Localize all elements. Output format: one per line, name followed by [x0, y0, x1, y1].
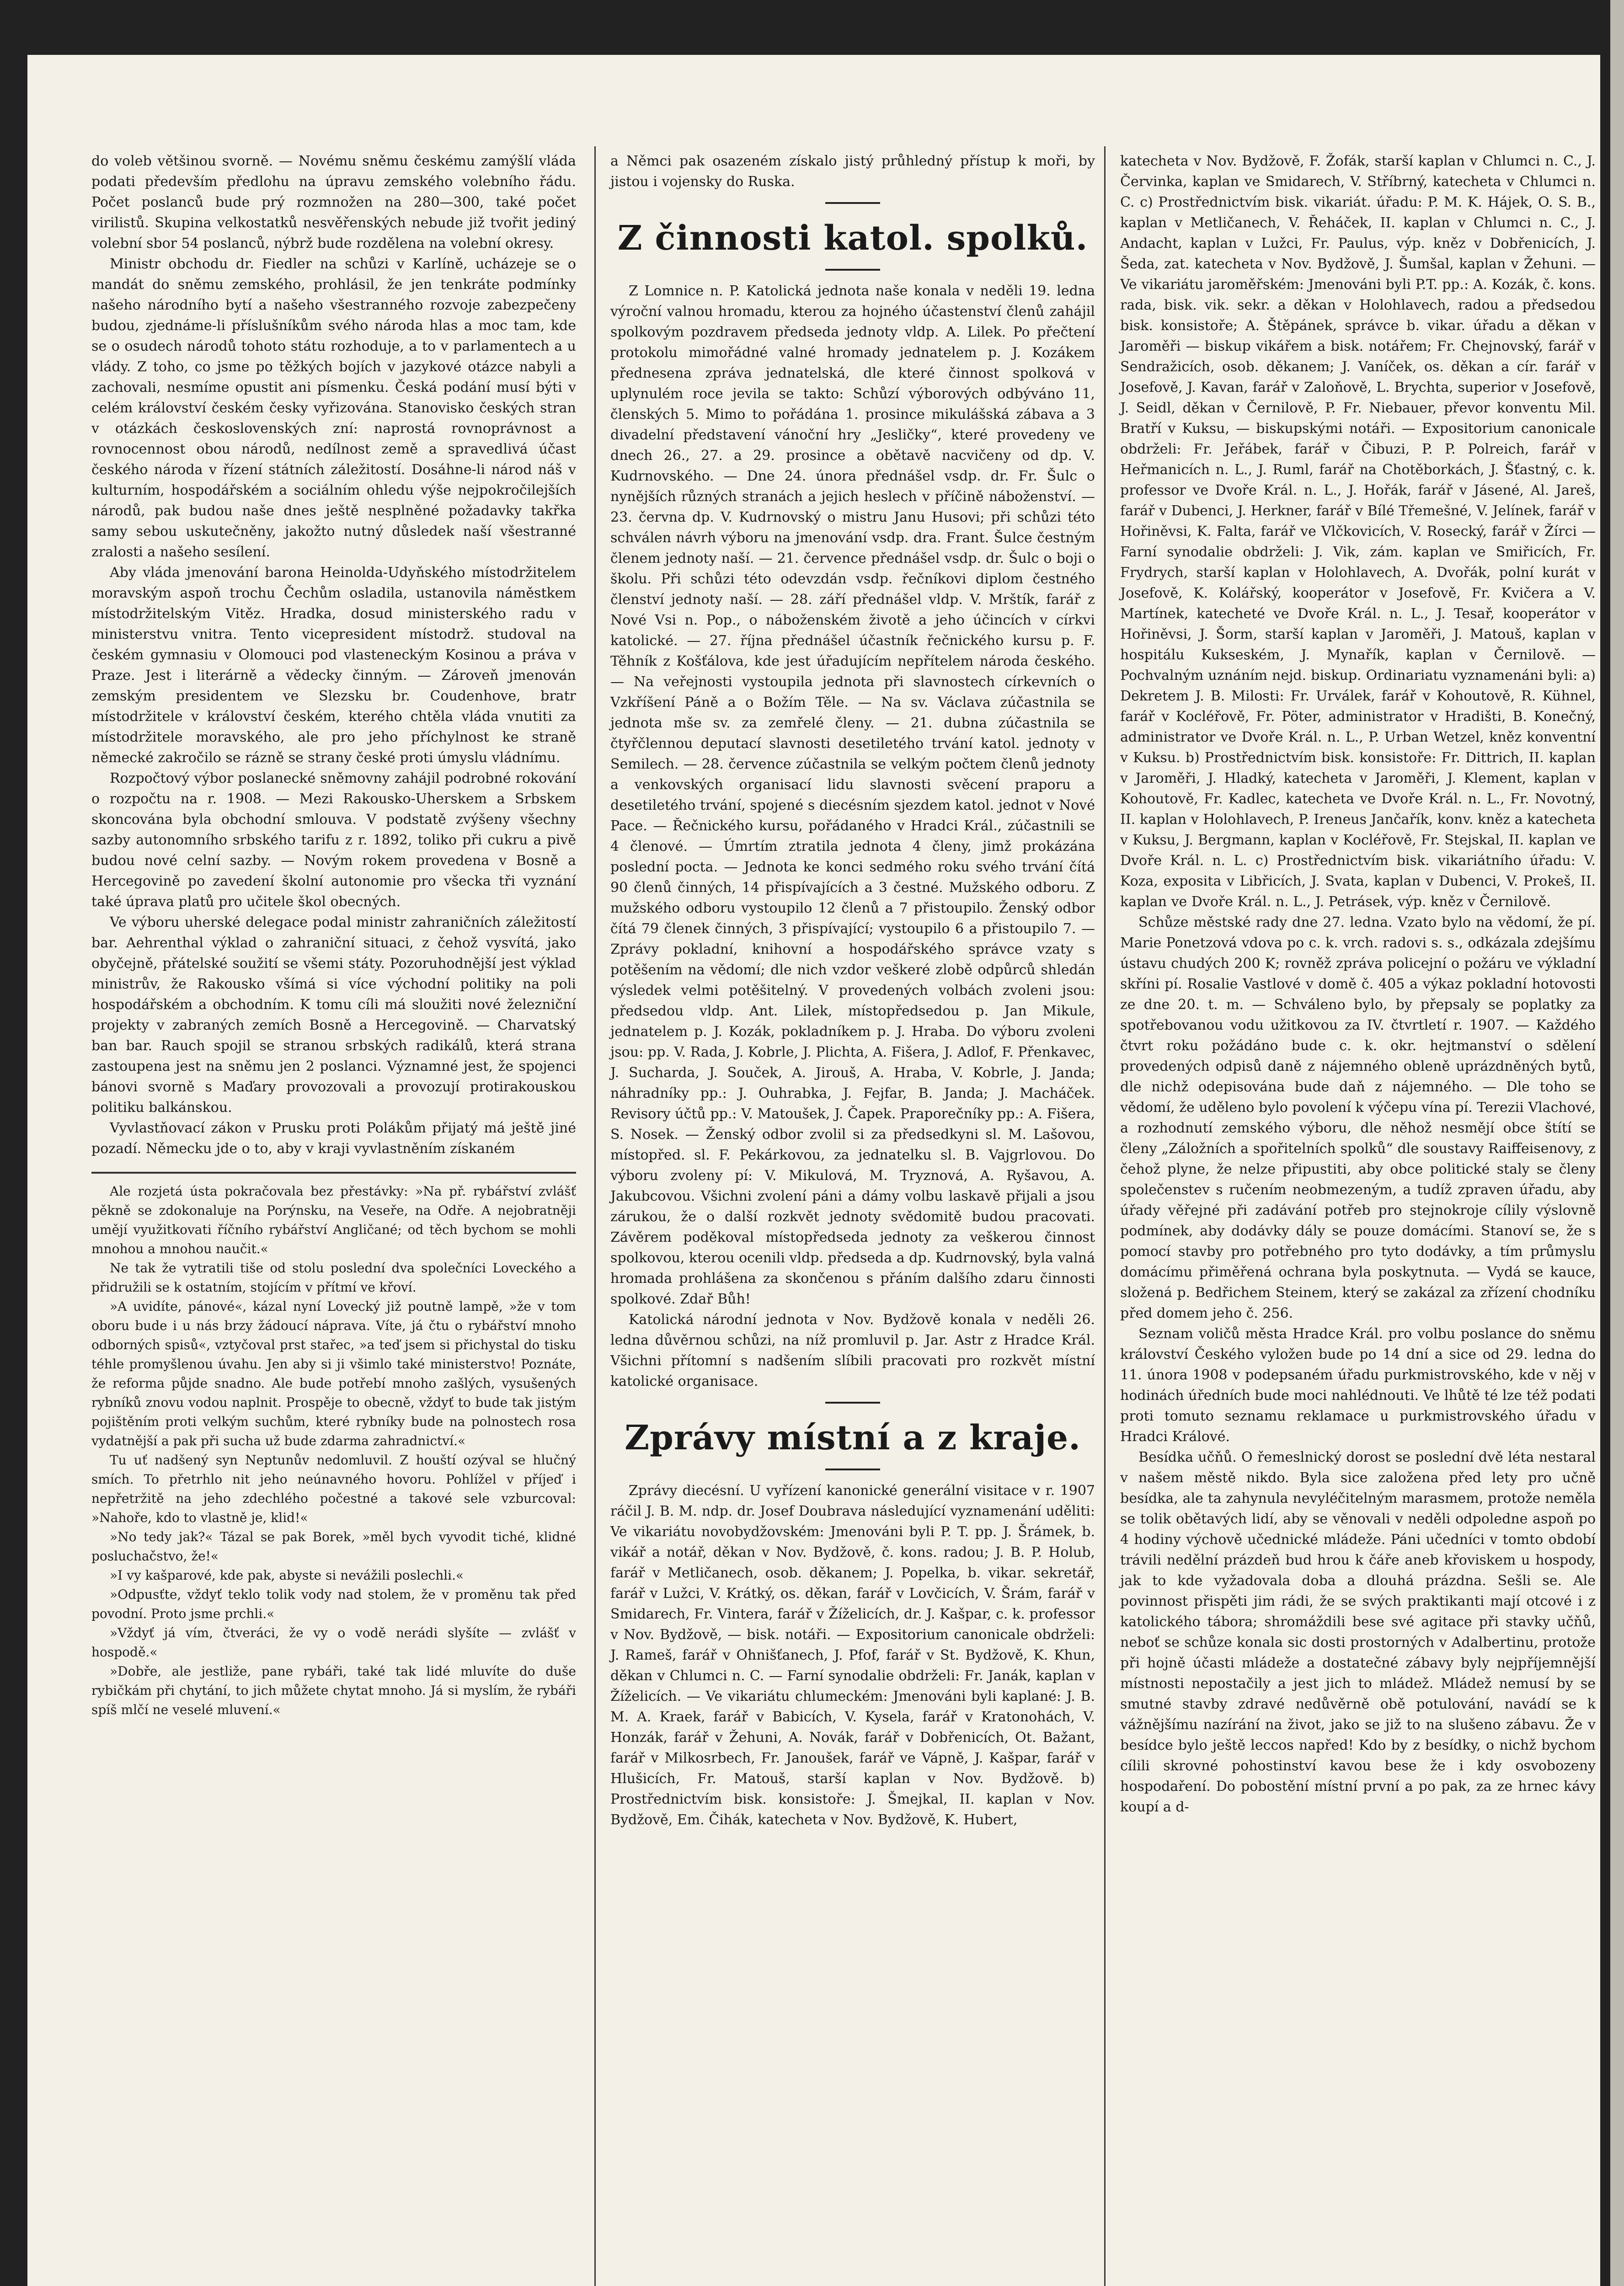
paragraph: Z Lomnice n. P. Katolická jednota naše konala v neděli 19. ledna výroční valnou hromadu, kterou za hojného účastenství členů zahájil spolkovým pozdravem předseda jednoty vldp. A. Lilek. Po přečtení protokolu mimořádné valné hromady jednatelem p. J. Kozákem přednesena zpráva jednatelská, dle které činnost spolková v uplynulém roce jevila se takto: Schůzí výborových odbýváno 11, členských 5. Mimo to pořádána 1. prosince mikulášská zábava a 3 divadelní představení vánoční hry „Jesličky“, které provedeny ve dnech 26., 27. a 29. prosince a obětavě nacvičeny od dp. V. Kudrnovského. — Dne 24. února přednášel vsdp. dr. Fr. Šulc o nynějších různých stranách a jejich heslech v příčině náboženství. — 23. června dp. V. Kudrnovský o mistru Janu Husovi; při schůzi této schválen návrh výboru na jmenování vsdp. dra. Frant. Šulce čestným členem jednoty naší. — 21. července přednášel vsdp. dr. Šulc o boji o školu. Při schůzi této odevzdán vsdp. řečníkovi diplom čestného členství jednoty naší. — 28. září přednášel vldp. V. Mrštík, farář z Nové Vsi n. Pop., o náboženském životě a jeho účincích v církvi katolické. — 27. října přednášel účastník řečnického kursu p. F. Těhník z Košťálova, kde jest úřadujícím nepřítelem národa českého. — Na veřejnosti vystoupila jednota při slavnostech církevních o Vzkříšení Páně a o Božím Těle. — Na sv. Václava zúčastnila se jednota mše sv. za zemřelé členy. — 21. dubna zúčastnila se čtyřčlennou deputací slavnosti desetiletého trvání katol. jednoty v Semilech. — 28. července zúčastnila se velkým počtem členů jednoty a venkovských organisací lidu slavnosti svěcení praporu a desetiletého trvání, spojené s diecésním sjezdem katol. jednot v Nové Pace. — Řečnického kursu, pořádaného v Hradci Král., zúčastnili se 4 členové. — Úmrtím ztratila jednota 4 členy, jimž prokázána poslední pocta. — Jednota ke konci sedmého roku svého trvání čítá 90 členů činných, 14 přispívajících a 3 čestné. Mužského odboru. Z mužského odboru vystoupilo 12 členů a 7 přistoupilo. Ženský odbor čítá 79 členek činných, 3 přispívající; vystoupilo 6 a přistoupilo 7. — Zprávy pokladní, knihovní a hospodářského správce vzaty s potěšením na vědomí; dle nich vzdor veškeré zlobě odpůrců shledán výsledek velmi potěšitelný. V provedených volbách zvoleni jsou: předsedou vldp. Ant. Lilek, místopředsedou p. Jan Mikule, jednatelem p. J. Kozák, pokladníkem p. J. Hraba. Do výboru zvoleni jsou: pp. V. Rada, J. Kobrle, J. Plichta, A. Fišera, J. Adlof, F. Přenkavec, J. Suchardа, J. Souček, A. Jirouš, A. Hraba, V. Kobrle, J. Janda; náhradníky pp.: J. Ouhrabka, J. Fejfar, B. Janda; J. Macháček. Revisory účtů pp.: V. Matoušek, J. Čapek. Praporečníky pp.: A. Fišera, S. Nosek. — Ženský odbor zvolil si za předsedkyni sl. M. Lašovou, místopřed. sl. F. Pekárkovou, za jednatelku sl. B. Vajgrlovou. Do výboru zvoleny pí: V. Mikulová, M. Tryznová, A. Ryšavou, A. Jakubcovou. Všichni zvolení páni a dámy volbu laskavě přijali a jsou zárukou, že o další rozkvět jednoty svědomitě budou pracovati. Závěrem poděkoval místopředseda jednoty za veškerou činnost spolkovou, kterou ocenili vldp. předseda a dp. Kudrnovský, byla valná hromada prohlášena za skončenou s přáním dalšího zdaru činnosti spolkové. Zdař Bůh! — [610, 283, 1095, 1307]
column-divider-2 — [1104, 146, 1106, 2286]
paragraph: Seznam voličů města Hradce Král. pro volbu poslance do sněmu království Českého vyložen bude po 14 dní a sice od 29. ledna do 11. února 1908 v podepsaném úřadu purkmistrovského, kde v něj v hodinách úředních bude moci nahlédnouti. Ve lhůtě té lze též podati proti tomuto seznamu reklamace u purkmistrovského úřadu v Hradci Králové. — [1120, 1326, 1596, 1445]
feuilleton-paragraph: »A uvidíte, pánové«, kázal nyní Lovecký již poutně lampě, »že v tom oboru bude i u nás brzy žádoucí náprava. Víte, já čtu o rybářství mnoho odborných spisů«, vztyčoval prst stařec, »a teď jsem si přichystal do tisku téhle promyšlenou úvahu. Jen aby si ji všimlo také ministerstvo! Poznáte, že reforma půjde snadno. Ale bude potřebí mnoho zašlých, vysušených rybníků znovu vodou naplnit. Prospěje to obecně, vždyť to bude tak jistým pojištěním proti velkým suchům, které rybníky bude na polnostech rosa vydatnější a pak při sucha už bude zdarma zahradnictví.« — [91, 1299, 576, 1448]
short-rule — [825, 202, 880, 204]
paragraph: Schůze městské rady dne 27. ledna. Vzato bylo na vědomí, že pí. Marie Ponetzová vdova po c. k. vrch. radovi s. s., odkázala zdejšímu ústavu chudých 200 K; rovněž zpráva policejní o požáru ve výkladní skříni pí. Rosalie Vastlové v domě č. 405 a výkaz pokladní hotovosti ze dne 20. t. m. — Schváleno bylo, by přepsaly se poplatky za spotřebovanou vodu užitkovou za IV. čtvrtletí r. 1907. — Každého čtvrt roku požádáno bude c. k. okr. hejtmanství o sdělení provedených odpisů daně z nájemného obleně uprázdněných bytů, dle nichž odepisována bude daň z nájemného. — Dle toho se vědomí, že uděleno bylo povolení k výčepu vína pí. Terezii Vlachové, a rozhodnutí zemského výboru, dle něhož nesmějí obce štítí se členy „Záložních a spořitelních spolků“ dle soustavy Raiffeisenovy, z čehož plyne, že nelze připustiti, aby obce politické staly se členy společenstev s ručením neobmezeným, a tudíž zpraven úřadu, aby úřady věřejné při zadávání potřeb pro stejnokroje cílily výslovně podmínek, aby dodávky dály se pouze domácími. Stanoví se, že s pomocí stavby pro potřebného pro tyto dodávky, a tím průmyslu domácímu přiměřená ochrana byla poskytnuta. — Vydá se kauce, složená p. Bedřichem Steinem, který se zakázal za zřízení chodníku před domem jeho č. 256. — [1120, 914, 1596, 1321]
feuilleton — [91, 1182, 576, 1720]
scan-edge — [1610, 0, 1624, 2286]
paragraph: Ve výboru uherské delegace podal ministr zahraničních záležitostí bar. Aehrenthal výklad o zahraniční situaci, z čehož vysvítá, jako obyčejně, přátelské soužití se všemi státy. Pozoruhodnější jest výklad ministrův, že Rakousko všímá si více východní politiky na poli hospodářském a obchodním. K tomu cíli má sloužiti nové železniční projekty v zabraných zemích Bosně a Hercegovině. — Charvatský ban bar. Rauch spojil se stranou srbských radikálů, která strana zastoupena jest na sněmu jen 2 poslanci. Významné jest, že spojenci bánovi svorně s Maďary provozovali a provozují protirakouskou politiku balkánskou. — [91, 914, 576, 1116]
section-title-local-news: Zprávy místní a z kraje. — [625, 1418, 1081, 1458]
paragraph: Vyvlastňovací zákon v Prusku proti Polákům přijatý má ještě jiné pozadí. Německu jde o to, aby v kraji vyvlastněním získaném — [91, 1120, 576, 1157]
feuilleton-paragraph: »Odpusťte, vždyť teklo tolik vody nad stolem, že v proměnu tak před povodní. Proto jsme prchli.« — [91, 1587, 576, 1621]
paragraph: Besídka učňů. O řemeslnický dorost se poslední dvě léta nestaral v našem městě nikdo. Byla sice založena před lety pro učně besídka, ale ta zahynula nevyléčitelným marasmem, protože neměla se tolik obětavých lidí, aby se věnovali v neděli odpoledne aspoň po 4 hodiny výchově učednické mládeže. Páni učedníci v tomto období trávili nedělní prázdeň bud hrou k čáře aneb křoviskem u hospody, jak to kde vyžadovala doba a dlouhá prázdna. Sešli se. Ale povinnost přispěti jim rádi, že se svých praktikanti mají otcové i z katolického tábora; shromáždili bese své agitace při stavky učňů, neboť se schůze konala sic dosti prostorných v Adalbertinu, protože při hojně účasti mládeže a dostatečné zábavy byly nejpříjemnější místnosti nepostačily a jest jich to mládež. Mládež nemusí by se smutné stavby zdravé nedůvěrně obě potulování, navádí se k vážnějšímu nazírání na život, jako se již to na slušeno zábavu. Že v besídce bylo ještě leccos napřed! Kdo by z besídky, o nichž bychom cílili skrovné pohostinství kavou bese že i kdy osvobozeny hospodaření. Do pobostění místní první a po pak, za ze hrnec kávy koupí a d- — [1120, 1449, 1596, 1815]
column-local-news — [1120, 151, 1596, 1817]
feuilleton-paragraph: »Vždyť já vím, čtveráci, že vy o vodě nerádi slyšíte — zvlášť v hospodě.« — [91, 1625, 576, 1660]
paragraph: Zprávy diecésní. U vyřízení kanonické generální visitace v r. 1907 ráčil J. B. M. ndp. dr. Josef Doubrava následující vyznamenání uděliti: Ve vikariátu novobydžovském: Jmenováni byli P. T. pp. J. Šrámek, b. vikář a notář, děkan v Nov. Bydžově, č. kons. radou; J. B. P. Holub, farář v Metličanech, osob. děkanem; J. Popelka, b. vikar. sekretář, farář v Lužci, V. Krátký, os. děkan, farář v Lovčicích, V. Šrám, farář v Smidarech, Fr. Vintera, farář v Žíželicích, dr. J. Kašpar, c. k. professor v Nov. Bydžově, — bisk. notáři. — Expositorium canonicale obdrželi: J. Rameš, farář v Ohnišťanech, J. Pfof, farář v St. Bydžově, K. Khun, děkan v Chlumci n. C. — Farní synodalie obdrželi: Fr. Janák, kaplan v Žíželicích. — Ve vikariátu chlumeckém: Jmenováni byli kaplané: J. B. M. A. Kraek, farář v Babicích, V. Kysela, farář v Kratonohách, V. Honzák, farář v Žehuni, A. Novák, farář v Dobřenicích, Ot. Bažant, farář v Milkosrbech, Fr. Janoušek, farář ve Vápně, J. Kašpar, farář v Hlušicích, Fr. Matouš, starší kaplan v Nov. Bydžově. b) Prostřednictvím bisk. konsistoře: J. Šmejkal, II. kaplan v Nov. Bydžově, Em. Čihák, katecheta v Nov. Bydžově, K. Hubert, — [610, 1483, 1095, 1828]
paragraph: Ministr obchodu dr. Fiedler na schůzi v Karlíně, ucházeje se o mandát do sněmu zemského, prohlásil, že jen tenkráte podmínky našeho národního bytí a našeho všestranného rozvoje zabezpečeny budou, zjednáme-li příslušníkům svého národa hlas a moc tam, kde se o osudech národů tohoto státu rozhoduje, a to v parlamentech a u vlády. Z toho, co jsme po těžkých bojích v jazykové otázce nabyli a zachovali, nesmíme opustit ani písmenku. Česká podání musí býti v celém království českém česky vyřizována. Stanovisko českých stran v otázkách československých zní: naprostá rovnoprávnost a rovnocennost obou národů, nedílnost země a spravedlivá účast českého národa v řízení státních záležitostí. Dosáhne-li národ náš v kulturním, hospodářském a sociálním ohledu výše nejpokročilejších národů, pak budou naše dnes ještě nesplněné požadavky takřka samy sebou uskutečněny, jakožto nutný důsledek naší všestranné zralosti a našeho sesílení. — [91, 256, 576, 560]
newspaper-page — [27, 55, 1600, 2286]
paragraph: katecheta v Nov. Bydžově, F. Žofák, starší kaplan v Chlumci n. C., J. Červinka, kaplan ve Smidarech, V. Stříbrný, katecheta v Chlumci n. C. c) Prostřednictvím bisk. vikariát. úřadu: P. M. K. Hájek, O. S. B., kaplan v Metličanech, V. Řeháček, II. kaplan v Chlumci n. C., J. Andacht, kaplan v Lužci, Fr. Paulus, výp. kněz v Dobřenicích, J. Šeda, zat. katecheta v Nov. Bydžově, J. Šumšal, kaplan v Žehuni. — Ve vikariátu jaroměřském: Jmenováni byli P.T. pp.: A. Kozák, č. kons. rada, bisk. vik. sekr. a děkan v Holohlavech, radou a předsedou bisk. konsistoře; A. Štěpánek, správce b. vikar. úřadu a děkan v Jaroměři — biskup vikářem a bisk. notářem; Fr. Chejnovský, farář v Sendražicích, osob. děkanem; J. Vaníček, os. děkan a cír. farář v Josefově, J. Kavan, farář v Zaloňově, L. Brychta, superior v Josefově, J. Seidl, děkan v Černilově, P. Fr. Niebauer, převor konventu Mil. Bratří v Kuksu, — biskupskými notáři. — Expositorium canonicale obdrželi: Fr. Jeřábek, farář v Čibuzi, P. P. Polreich, farář v Heřmanicích n. L., J. Ruml, farář na Chotěborkách, J. Šťastný, c. k. professor ve Dvoře Král. n. L., J. Hořák, farář v Jásené, Al. Jareš, farář v Dubenci, J. Herkner, farář v Bílé Třemešné, V. Jelínek, farář v Hořiněvsi, K. Falta, farář ve Vlčkovicích, V. Rosecký, farář v Žírci — Farní synodalie obdrželi: J. Vik, zám. kaplan ve Smiřicích, Fr. Frydrych, starší kaplan v Holohlavech, A. Dvořák, polní kurát v Josefově, K. Kolářský, kooperátor v Josefově, Fr. Kvičera a V. Martínek, katecheté ve Dvoře Král. n. L., J. Tesař, kooperátor v Hořiněvsi, J. Šorm, starší kaplan v Jaroměři, J. Matouš, kaplan v hospitálu Kukseském, J. Mynařík, kaplan v Černilově. — Pochvalným uznáním nejd. biskup. Ordinariatu vyznamenáni byli: a) Dekretem J. B. Milosti: Fr. Urválek, farář v Kohoutově, R. Kühnel, farář v Kocléřově, Fr. Pöter, administrator v Hradišti, B. Konečný, administrator ve Dvoře Král. n. L., P. Urban Wetzel, kněz konventní v Kuksu. b) Prostřednictvím bisk. konsistoře: Fr. Dittrich, II. kaplan v Jaroměři, J. Hladký, katecheta v Jaroměři, J. Klement, kaplan v Kohoutově, Fr. Kadlec, katecheta ve Dvoře Král. n. L., Fr. Novotný, II. kaplan v Holohlavech, P. Ireneus Jančařík, konv. kněz a katecheta v Kuksu, J. Bergmann, kaplan v Kocléřově, Fr. Stejskal, II. kaplan ve Dvoře Král. n. L. c) Prostřednictvím bisk. vikariátního úřadu: V. Koza, exposita v Libřicích, J. Svata, kaplan v Dubenci, V. Prokeš, II. kaplan ve Dvoře Král. n. L., J. Petrásek, výp. kněz v Černilově. — [1120, 153, 1596, 910]
paragraph: do voleb většinou svorně. — Novému sněmu českému zamýšlí vláda podati především předlohu na úpravu zemského volebního řádu. Počet poslanců bude prý rozmnožen na 280—300, také počet virilistů. Skupina velkostatků nesvěřenských nebude již tvořit jediný volební sbor 54 poslanců, nýbrž bude rozdělena na volební okresy. — [91, 153, 576, 251]
section-title-associations: Z činnosti katol. spolků. — [617, 219, 1088, 258]
column-associations — [610, 151, 1095, 1830]
short-rule — [825, 269, 880, 271]
short-rule — [825, 1402, 880, 1404]
column-politics — [91, 151, 576, 1720]
paragraph: Aby vláda jmenování barona Heinolda-Udyňského místodržitelem moravským aspoň trochu Čechům osladila, ustanovila náměstkem místodržitelským Vitěz. Hradka, dosud ministerského radu v ministerstvu vnitra. Tento vicepresident místodrž. studoval na českém gymnasiu v Olomouci pod vlasteneckým Kosinou a práva v Praze. Jest i literárně a vědecky činným. — Zároveň jmenován zemským presidentem ve Slezsku br. Coudenhove, bratr místodržitele v království českém, kterého chtěla vláda vnutiti za místodržitele moravského, ale pro jeho příchylnost ke straně německé zakročilo se rázně se strany české proti úmyslu vládnímu. — [91, 565, 576, 766]
paragraph: Katolická národní jednota v Nov. Bydžově konala v neděli 26. ledna důvěrnou schůzi, na níž promluvil p. Jar. Astr z Hradce Král. Všichni přítomní s nadšením slíbili pracovati pro rozkvět místní katolické organisace. — [610, 1312, 1095, 1389]
column-divider-1 — [594, 146, 596, 2286]
feuilleton-paragraph: »I vy kašparové, kde pak, abyste si nevážili poslechli.« — [110, 1568, 464, 1583]
feuilleton-paragraph: Ale rozjetá ústa pokračovala bez přestávky: »Na př. rybářství zvlášť pěkně se zdokonaluje na Porýnsku, na Veseře, na Odře. A nejobratněji umějí využitkovati říčního rybářství Angličané; od těch bychom se mohli mnohou a mnohou naučit.« — [91, 1184, 576, 1256]
feuilleton-divider — [91, 1172, 576, 1174]
feuilleton-paragraph: Ne tak že vytratili tiše od stolu poslední dva společníci Loveckého a přidružili se k ostatním, stojícím v přítmí ve křoví. — [91, 1261, 576, 1295]
paragraph: Rozpočtový výbor poslanecké sněmovny zahájil podrobné rokování o rozpočtu na r. 1908. — Mezi Rakousko-Uherskem a Srbskem skoncována byla obchodní smlouva. V podstatě zvýšeny všechny sazby autonomního srbského tarifu z r. 1892, toliko při cukru a pivě budou nové celní sazby. — Novým rokem provedena v Bosně a Hercegovině po zavedení školní autonomie pro všecka tři vyznání také úprava platů pro učitele škol obecných. — [91, 770, 576, 910]
short-rule — [825, 1469, 880, 1470]
feuilleton-paragraph: »Dobře, ale jestliže, pane rybáři, také tak lidé mluvíte do duše rybičkám při chytání, to jich můžete chytat mnoho. Já si myslím, že rybáři spíš mlčí ne veselé mluvení.« — [91, 1664, 576, 1717]
feuilleton-paragraph: »No tedy jak?« Tázal se pak Borek, »měl bych vyvodit tiché, klidné posluchačstvo, že!« — [91, 1529, 576, 1564]
lead-paragraph: a Němci pak osazeném získalo jistý průhledný přístup k moři, by jistou i vojensky do Ruska. — [610, 153, 1095, 190]
feuilleton-paragraph: Tu uť nadšený syn Neptunův nedomluvil. Z houští ozýval se hlučný smích. To přetrhlo nit jeho neúnavného hovoru. Pohlížel v příjeď i nepřetržitě na jeho zdechlého počestné a takové sele vzburcoval: »Nahoře, kdo to vlastně je, klid!« — [91, 1453, 576, 1525]
